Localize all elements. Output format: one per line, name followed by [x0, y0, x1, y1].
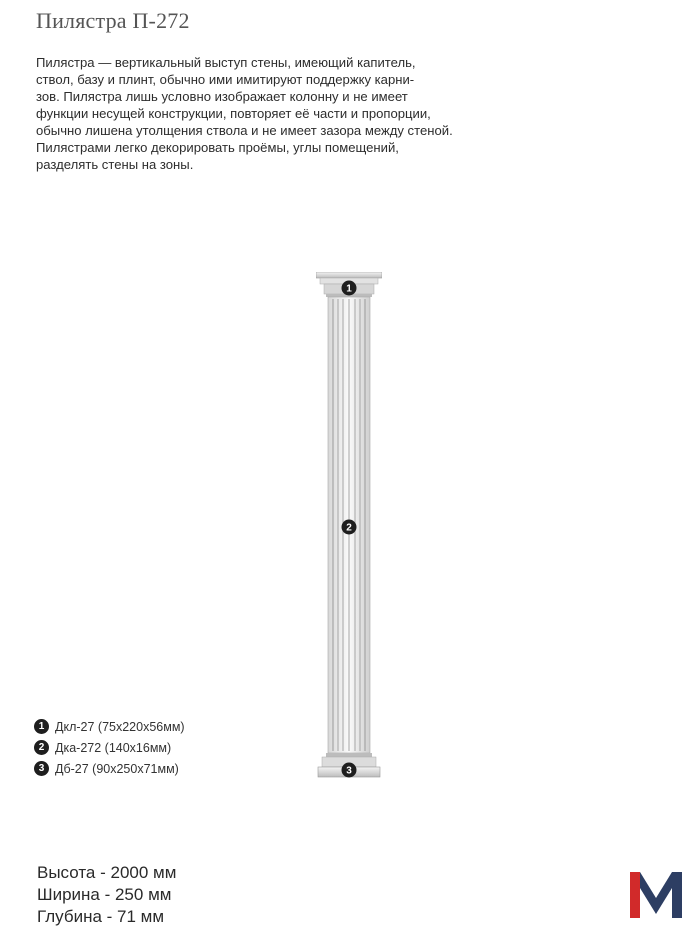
part-item — [34, 716, 185, 737]
description-line: ствол, базу и плинт, обычно ими имитируют поддержку карни- — [36, 72, 415, 87]
part-number-badge: 1 — [34, 719, 49, 734]
part-label: Дка-272 (140x16мм) — [55, 740, 172, 755]
part-number-badge: 3 — [34, 761, 49, 776]
marker-1-label: 1 — [346, 283, 352, 295]
description-line: функции несущей конструкции, повторяет её части и пропорции, — [36, 106, 431, 121]
part-item — [34, 737, 185, 758]
part-number-badge: 2 — [34, 740, 49, 755]
description-line: Пилястра — вертикальный выступ стены, имеющий капитель, — [36, 55, 416, 70]
dimension-depth: Глубина - 71 мм — [37, 907, 165, 926]
page-title: Пилястра П-272 — [36, 8, 190, 33]
dimensions — [37, 862, 176, 928]
brand-logo — [628, 868, 684, 920]
dimension-height: Высота - 2000 мм — [37, 863, 177, 882]
part-item — [34, 758, 185, 779]
marker-3 — [342, 763, 357, 778]
marker-3-label: 3 — [346, 765, 352, 777]
marker-2-label: 2 — [346, 522, 352, 534]
part-label: Дб-27 (90x250x71мм) — [55, 761, 179, 776]
description — [36, 54, 506, 173]
description-line: зов. Пилястра лишь условно изображает колонну и не имеет — [36, 89, 408, 104]
marker-2 — [342, 520, 357, 535]
pilaster-illustration — [316, 272, 382, 780]
description-line: обычно лишена утолщения ствола и не имеет зазора между стеной. — [36, 123, 453, 138]
description-line: Пилястрами легко декорировать проёмы, углы помещений, — [36, 140, 399, 155]
part-label: Дкл-27 (75x220x56мм) — [55, 719, 185, 734]
dimension-width: Ширина - 250 мм — [37, 885, 172, 904]
marker-1 — [342, 281, 357, 296]
description-line: разделять стены на зоны. — [36, 157, 194, 172]
parts-list — [34, 716, 185, 779]
